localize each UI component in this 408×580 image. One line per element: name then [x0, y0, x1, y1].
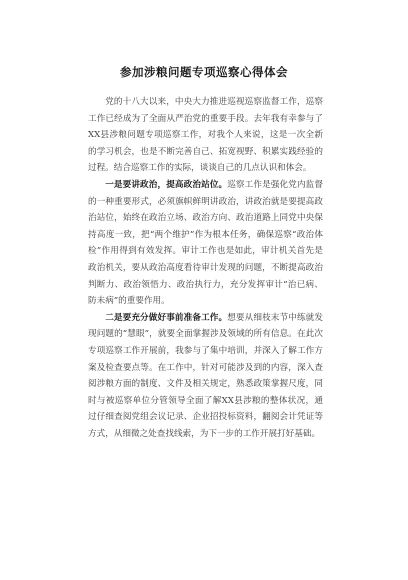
document-title: 参加涉粮问题专项巡察心得体会: [120, 65, 288, 79]
paragraph-politics-heading: 一是要讲政治，提高政治站位。: [105, 179, 228, 190]
paragraph-preparation: [88, 310, 323, 443]
paragraph-preparation-heading: 二是要充分做好事前准备工作。: [105, 312, 228, 323]
paragraph-politics: [88, 177, 323, 310]
paragraph-preparation-text: 想要从细枝末节中练就发现问题的“慧眼”，就要全面掌握涉及领域的所有信息。在此次专项巡察工作开展前，我参与了集中培训，并深入了解工作方案及检查要点等。在工作中，针对可能涉及到的内容，深入查阅涉粮方面的制度、文件及相关规定，熟悉政策掌握尺度，同时与被巡察单位分管领导全面了解XX县涉粮的整体状况，通过仔细查阅党组会议记录、企业招投标资料，翻阅会计凭证等方式，从细微之处查找线索，为下一步的工作开展打好基础。: [88, 312, 323, 439]
paragraph-intro-text: 党的十八大以来，中央大力推进巡视巡察监督工作，巡察工作已经成为了全面从严治党的重要手段。去年我有幸参与了XX县涉粮问题专项巡察工作，对我个人来说，这是一次全新的学习机会，也是不断完善自己、拓宽视野、积累实践经验的过程。结合巡察工作的实际，谈谈自己的几点认识和体会。: [88, 97, 323, 174]
paragraph-politics-text: 巡察工作是强化党内监督的一种重要形式，必须旗帜鲜明讲政治，讲政治就是要提高政治站位，始终在政治立场、政治方向、政治道路上同党中央保持高度一致，把“两个维护”作为根本任务，确保巡察“政治体检”作用得到有效发挥。审计工作也是如此，审计机关首先是政治机关，要从政治高度看待审计发现的问题，不断提高政治判断力、政治领悟力、政治执行力，充分发挥审计“治已病、防未病”的重要作用。: [88, 179, 323, 307]
paragraph-intro: [88, 94, 323, 177]
document-body: [88, 94, 323, 442]
